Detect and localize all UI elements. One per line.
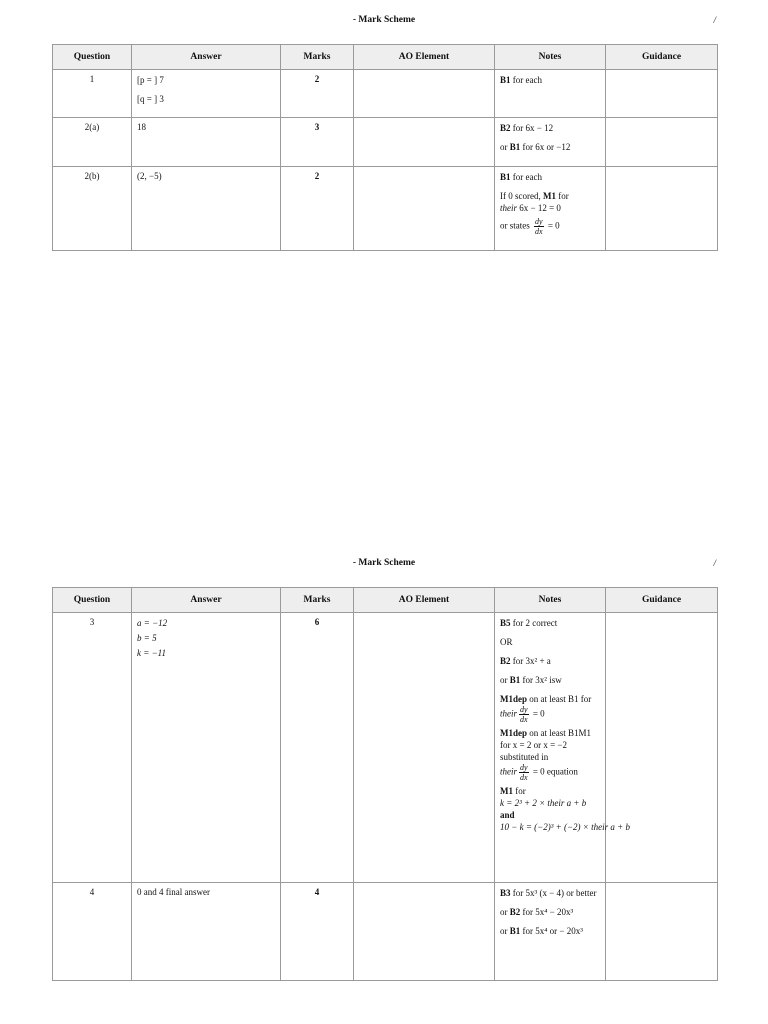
- note-line: or B1 for 3x² isw: [500, 675, 562, 685]
- notes-cell: [495, 118, 606, 167]
- note-line: their $\frac{dy}{dx}$ = 0: [500, 705, 545, 724]
- note-line: their $\frac{dy}{dx}$ = 0 equation: [500, 763, 578, 782]
- note-line: k = 2³ + 2 × their a + b: [500, 798, 587, 808]
- marks-cell: 6: [281, 613, 354, 883]
- answer-cell: (2, −5): [132, 167, 281, 251]
- guidance-cell: [606, 118, 718, 167]
- note-line: or B1 for 5x⁴ or − 20x³: [500, 926, 583, 936]
- column-header-answer: Answer: [132, 588, 281, 613]
- marks-cell: 2: [281, 167, 354, 251]
- dy-dx-fraction: $\frac{dy}{dx}$: [520, 763, 528, 782]
- answer-cell: 0 and 4 final answer: [132, 883, 281, 981]
- table-header-row: [53, 588, 718, 613]
- note-line: 10 − k = (−2)³ + (−2) × their a + b: [500, 822, 630, 832]
- note-line: M1dep on at least B1 for: [500, 694, 592, 704]
- column-header-ao-element: AO Element: [354, 45, 495, 70]
- note-line: or B1 for 6x or −12: [500, 142, 571, 152]
- column-header-guidance: Guidance: [606, 588, 718, 613]
- answer-cell: [132, 70, 281, 118]
- answer-line: k = −11: [137, 648, 166, 658]
- ao-element-cell: [354, 613, 495, 883]
- mark-scheme-table: [52, 587, 718, 981]
- notes-cell: [495, 167, 606, 251]
- ao-element-cell: [354, 167, 495, 251]
- question-cell: 3: [53, 613, 132, 883]
- ao-element-cell: [354, 883, 495, 981]
- answer-line: [p = ] 7: [137, 75, 164, 85]
- marks-cell: 3: [281, 118, 354, 167]
- marks-cell: 2: [281, 70, 354, 118]
- answer-cell: [132, 613, 281, 883]
- answer-line: [q = ] 3: [137, 94, 164, 104]
- guidance-cell: [606, 167, 718, 251]
- note-line: or B2 for 5x⁴ − 20x³: [500, 907, 574, 917]
- question-cell: 4: [53, 883, 132, 981]
- column-header-marks: Marks: [281, 45, 354, 70]
- note-line: B2 for 6x − 12: [500, 123, 554, 133]
- note-line: OR: [500, 637, 513, 647]
- dy-dx-fraction: $\frac{dy}{dx}$: [520, 705, 528, 724]
- column-header-guidance: Guidance: [606, 45, 718, 70]
- note-line: B5 for 2 correct: [500, 618, 558, 628]
- column-header-question: Question: [53, 45, 132, 70]
- column-header-notes: Notes: [495, 588, 606, 613]
- note-line: M1 for: [500, 786, 526, 796]
- page-header-slash: /: [713, 15, 716, 25]
- note-line: or states $\frac{dy}{dx}$ = 0: [500, 217, 560, 236]
- notes-cell: [495, 883, 606, 981]
- guidance-cell: [606, 613, 718, 883]
- note-line: their 6x − 12 = 0: [500, 203, 561, 213]
- column-header-question: Question: [53, 588, 132, 613]
- table-header-row: [53, 45, 718, 70]
- column-header-answer: Answer: [132, 45, 281, 70]
- table-row: [53, 167, 718, 251]
- note-line: B1 for each: [500, 172, 542, 182]
- note-line: If 0 scored, M1 for: [500, 191, 569, 201]
- notes-cell: [495, 613, 630, 883]
- ao-element-cell: [354, 118, 495, 167]
- column-header-notes: Notes: [495, 45, 606, 70]
- note-line: M1dep on at least B1M1 for x = 2 or x = −2 substituted in: [500, 728, 591, 762]
- answer-line: a = −12: [137, 618, 168, 628]
- note-line: B2 for 3x² + a: [500, 656, 551, 666]
- answer-cell: 18: [132, 118, 281, 167]
- question-cell: 2(a): [53, 118, 132, 167]
- table-row: [53, 70, 718, 118]
- guidance-cell: [606, 70, 718, 118]
- note-line: B3 for 5x³ (x − 4) or better: [500, 888, 597, 898]
- page-title: - Mark Scheme: [352, 558, 416, 568]
- page-title: - Mark Scheme: [352, 15, 416, 25]
- table-row: [53, 883, 718, 981]
- column-header-ao-element: AO Element: [354, 588, 495, 613]
- answer-line: b = 5: [137, 633, 157, 643]
- question-cell: 1: [53, 70, 132, 118]
- notes-cell: [495, 70, 606, 118]
- table-row: [53, 118, 718, 167]
- ao-element-cell: [354, 70, 495, 118]
- dy-dx-fraction: $\frac{dy}{dx}$: [535, 217, 543, 236]
- column-header-marks: Marks: [281, 588, 354, 613]
- note-line: B1 for each: [500, 75, 542, 85]
- table-row: [53, 613, 718, 883]
- note-line: and: [500, 810, 515, 820]
- marks-cell: 4: [281, 883, 354, 981]
- page-header-slash: /: [713, 558, 716, 568]
- question-cell: 2(b): [53, 167, 132, 251]
- mark-scheme-table: [52, 44, 718, 251]
- guidance-cell: [606, 883, 718, 981]
